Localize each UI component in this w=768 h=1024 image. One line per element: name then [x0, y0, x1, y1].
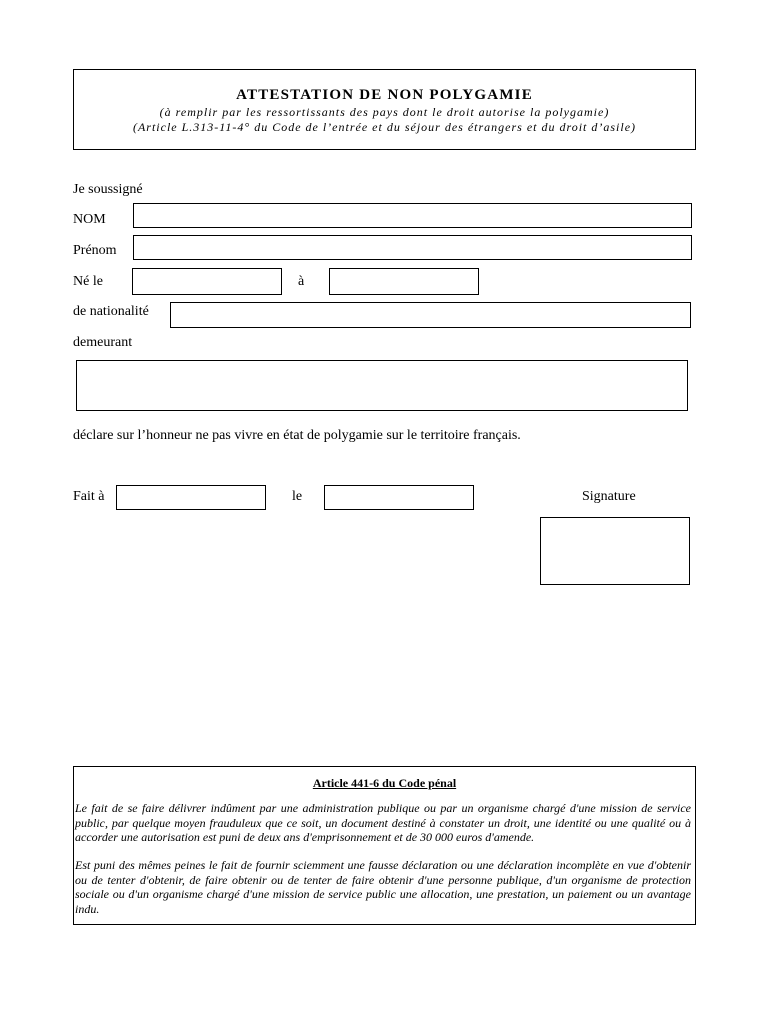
declaration-text: déclare sur l’honneur ne pas vivre en état de polygamie sur le territoire français. — [73, 428, 521, 443]
birth-place-field[interactable] — [329, 268, 479, 295]
birth-date-field[interactable] — [132, 268, 282, 295]
nom-field[interactable] — [133, 203, 692, 228]
demeurant-label: demeurant — [73, 335, 133, 350]
address-field[interactable] — [76, 360, 688, 411]
fait-a-label: Fait à — [73, 489, 105, 504]
intro-label: Je soussigné — [73, 182, 143, 197]
document-title: ATTESTATION DE NON POLYGAMIE — [236, 87, 533, 103]
date-signed-label: le — [292, 489, 303, 504]
legal-notice-box — [73, 766, 696, 925]
prenom-field[interactable] — [133, 235, 692, 260]
birth-place-label: à — [298, 274, 305, 289]
nationalite-label: de nationalité — [73, 304, 149, 319]
prenom-label: Prénom — [73, 243, 117, 258]
legal-paragraph-1: Le fait de se faire délivrer indûment par une administration publique ou par un organisme chargé d'une mission de service public, par quelque moyen frauduleux que ce soit, un document destiné à constater un droit, une identité ou une qualité ou à accorder une autorisation est puni de deux ans d'emprisonnement et de 30 000 euros d'amende. — [75, 801, 691, 844]
date-signed-field[interactable] — [324, 485, 474, 510]
nationalite-field[interactable] — [170, 302, 691, 328]
legal-notice-title: Article 441-6 du Code pénal — [312, 776, 457, 790]
signature-label: Signature — [582, 489, 636, 504]
document-subtitle-article: (Article L.313-11-4° du Code de l’entrée et du séjour des étrangers et du droit d’asile) — [132, 120, 637, 134]
place-signed-field[interactable] — [116, 485, 266, 510]
document-subtitle-scope: (à remplir par les ressortissants des pays dont le droit autorise la polygamie) — [159, 105, 610, 119]
signature-box[interactable] — [540, 517, 690, 585]
legal-paragraph-2: Est puni des mêmes peines le fait de fournir sciemment une fausse déclaration ou une déclaration incomplète en vue d'obtenir ou de tenter d'obtenir, de faire obtenir ou de tenter de faire obtenir d'une personne publique, d'un organisme de protection sociale ou d'un organisme chargé d'une mission de service public une allocation, une prestation, un paiement ou un avantage indu. — [75, 858, 691, 916]
header-box — [73, 69, 696, 150]
nom-label: NOM — [73, 212, 106, 227]
ne-le-label: Né le — [73, 274, 103, 289]
